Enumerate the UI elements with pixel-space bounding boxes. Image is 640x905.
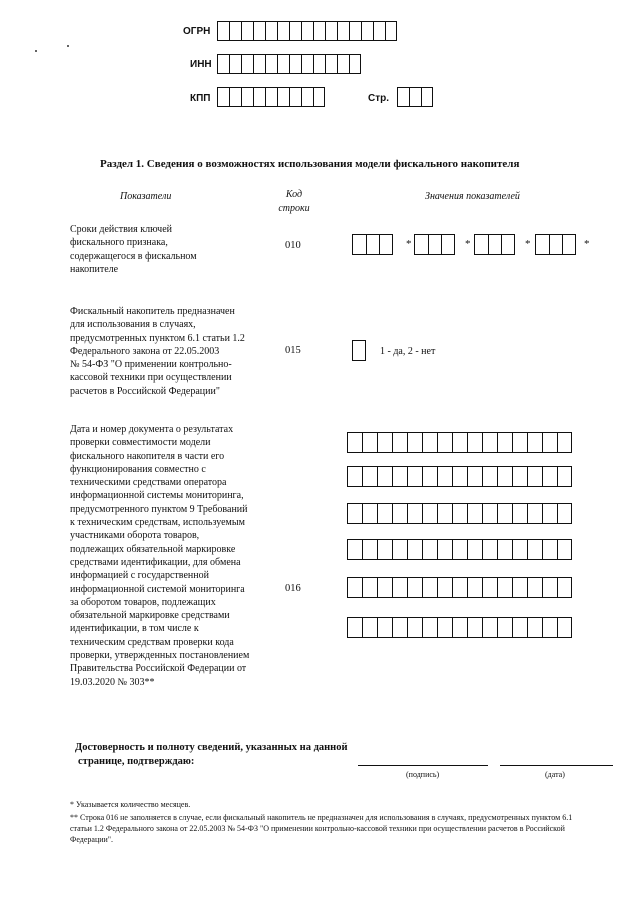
input-cell[interactable] xyxy=(557,539,572,560)
input-cell[interactable] xyxy=(241,21,253,41)
description-line: содержащегося в фискальном xyxy=(70,250,197,262)
column-header-code xyxy=(274,189,314,214)
scan-speck xyxy=(35,50,37,52)
input-cell[interactable] xyxy=(428,234,442,255)
input-cell[interactable] xyxy=(361,21,373,41)
footnote-2-line3: Федерации". xyxy=(70,835,114,844)
input-cell[interactable] xyxy=(474,234,488,255)
input-cell[interactable] xyxy=(277,21,289,41)
input-cell[interactable] xyxy=(377,503,392,524)
description-line: Фискальный накопитель предназначен xyxy=(70,306,235,317)
input-cell[interactable] xyxy=(557,466,572,487)
input-cell[interactable] xyxy=(289,87,301,107)
input-cell[interactable] xyxy=(497,503,512,524)
input-cell[interactable] xyxy=(452,503,467,524)
input-cell[interactable] xyxy=(347,466,362,487)
description-line: средствами идентификации, для обмена xyxy=(70,556,241,568)
date-line[interactable] xyxy=(500,765,613,766)
input-cell[interactable] xyxy=(265,87,277,107)
row-015-description xyxy=(70,305,245,398)
input-cell[interactable] xyxy=(313,54,325,74)
star-mark: * xyxy=(465,238,471,250)
input-cell[interactable] xyxy=(467,617,482,638)
input-cell[interactable] xyxy=(325,54,337,74)
input-cell[interactable] xyxy=(501,234,515,255)
page-number-cells[interactable] xyxy=(397,87,433,107)
footnote-2-line2: статьи 1.2 Федерального закона от 22.05.2003 № 54-ФЗ "О применении контрольно-кассовой техники при осуществлении расчетов в Российской xyxy=(70,824,565,833)
star-mark: * xyxy=(406,238,412,250)
input-cell[interactable] xyxy=(347,503,362,524)
input-cell[interactable] xyxy=(241,54,253,74)
input-cell[interactable] xyxy=(362,503,377,524)
description-line: идентификации, в том числе к xyxy=(70,623,199,635)
description-line: предусмотренных пунктом 6.1 статьи 1.2 xyxy=(70,332,245,344)
input-cell[interactable] xyxy=(557,577,572,598)
input-cell[interactable] xyxy=(497,577,512,598)
input-cell[interactable] xyxy=(347,539,362,560)
code-header-line2: строки xyxy=(278,203,310,214)
input-cell[interactable] xyxy=(229,54,241,74)
input-cell[interactable] xyxy=(542,503,557,524)
input-cell[interactable] xyxy=(482,466,497,487)
input-cell[interactable] xyxy=(512,577,527,598)
input-cell[interactable] xyxy=(377,432,392,453)
input-cell[interactable] xyxy=(277,87,289,107)
input-cell[interactable] xyxy=(277,54,289,74)
input-cell[interactable] xyxy=(392,432,407,453)
yes-no-cell[interactable] xyxy=(352,340,366,361)
input-cell[interactable] xyxy=(527,503,542,524)
description-line: фискального накопителя в части его xyxy=(70,450,225,462)
input-cell[interactable] xyxy=(347,432,362,453)
input-cell[interactable] xyxy=(422,503,437,524)
input-cell[interactable] xyxy=(512,432,527,453)
footnote-2 xyxy=(70,812,630,845)
kpp-label: КПП xyxy=(190,93,211,104)
input-cell[interactable] xyxy=(217,21,229,41)
description-line: кассовой техники при осуществлении xyxy=(70,372,232,384)
description-line: накопителе xyxy=(70,263,119,275)
input-cell[interactable] xyxy=(217,54,229,74)
confirmation-line1: Достоверность и полноту сведений, указанных на данной xyxy=(75,742,348,753)
input-cell[interactable] xyxy=(392,617,407,638)
input-cell[interactable] xyxy=(512,539,527,560)
input-cell[interactable] xyxy=(437,617,452,638)
key-term-cells-4[interactable] xyxy=(535,234,576,255)
description-line: участниками оборота товаров, xyxy=(70,530,200,542)
input-cell[interactable] xyxy=(377,539,392,560)
row-015-code: 015 xyxy=(285,345,301,356)
ogrn-cells[interactable] xyxy=(217,21,397,41)
input-cell[interactable] xyxy=(467,432,482,453)
input-cell[interactable] xyxy=(421,87,433,107)
input-cell[interactable] xyxy=(437,503,452,524)
scan-speck xyxy=(67,45,69,47)
confirmation-line2: странице, подтверждаю: xyxy=(78,756,195,767)
description-line: подлежащих обязательной маркировке xyxy=(70,543,236,555)
description-line: информацией с государственной xyxy=(70,570,209,582)
row-010-description xyxy=(70,223,197,276)
input-cell[interactable] xyxy=(542,617,557,638)
description-line: обязательной маркировке средствами xyxy=(70,610,230,622)
input-cell[interactable] xyxy=(497,539,512,560)
input-cell[interactable] xyxy=(379,234,393,255)
description-line: для использования в случаях, xyxy=(70,319,196,331)
input-cell[interactable] xyxy=(366,234,380,255)
signature-line[interactable] xyxy=(358,765,488,766)
input-cell[interactable] xyxy=(452,432,467,453)
description-line: предусмотренного пунктом 9 Требований xyxy=(70,503,248,515)
input-cell[interactable] xyxy=(289,21,301,41)
input-cell[interactable] xyxy=(397,87,409,107)
input-cell[interactable] xyxy=(377,466,392,487)
input-cell[interactable] xyxy=(349,54,361,74)
input-cell[interactable] xyxy=(392,577,407,598)
input-cell[interactable] xyxy=(452,617,467,638)
description-line: расчетов в Российской Федерации" xyxy=(70,385,220,397)
input-cell[interactable] xyxy=(497,432,512,453)
input-cell[interactable] xyxy=(414,234,428,255)
signature-caption: (подпись) xyxy=(406,770,440,779)
input-cell[interactable] xyxy=(452,577,467,598)
input-cell[interactable] xyxy=(385,21,397,41)
input-cell[interactable] xyxy=(422,617,437,638)
input-cell[interactable] xyxy=(557,432,572,453)
row-016-code: 016 xyxy=(285,583,301,594)
column-header-indicators: Показатели xyxy=(120,191,172,202)
input-cell[interactable] xyxy=(253,87,265,107)
document-cells-row[interactable] xyxy=(347,432,572,453)
input-cell[interactable] xyxy=(452,466,467,487)
kpp-cells[interactable] xyxy=(217,87,325,107)
input-cell[interactable] xyxy=(535,234,549,255)
star-mark: * xyxy=(525,238,531,250)
column-header-values: Значения показателей xyxy=(425,191,520,202)
description-line: Сроки действия ключей xyxy=(70,224,172,235)
input-cell[interactable] xyxy=(467,577,482,598)
input-cell[interactable] xyxy=(512,503,527,524)
input-cell[interactable] xyxy=(437,577,452,598)
inn-label: ИНН xyxy=(190,59,212,70)
input-cell[interactable] xyxy=(467,503,482,524)
input-cell[interactable] xyxy=(527,539,542,560)
input-cell[interactable] xyxy=(527,466,542,487)
input-cell[interactable] xyxy=(407,432,422,453)
key-term-cells-2[interactable] xyxy=(414,234,455,255)
row-010-code: 010 xyxy=(285,240,301,251)
yes-no-hint: 1 - да, 2 - нет xyxy=(380,346,436,357)
description-line: Федерального закона от 22.05.2003 xyxy=(70,345,220,357)
input-cell[interactable] xyxy=(337,21,349,41)
input-cell[interactable] xyxy=(313,87,325,107)
description-line: проверки совместимости модели xyxy=(70,437,211,449)
input-cell[interactable] xyxy=(337,54,349,74)
input-cell[interactable] xyxy=(542,432,557,453)
input-cell[interactable] xyxy=(482,617,497,638)
input-cell[interactable] xyxy=(392,466,407,487)
input-cell[interactable] xyxy=(253,54,265,74)
input-cell[interactable] xyxy=(362,432,377,453)
input-cell[interactable] xyxy=(441,234,455,255)
input-cell[interactable] xyxy=(325,21,337,41)
document-cells-row[interactable] xyxy=(347,539,572,560)
key-term-cells-1[interactable] xyxy=(352,234,393,255)
input-cell[interactable] xyxy=(562,234,576,255)
input-cell[interactable] xyxy=(352,340,366,361)
description-line: к техническим средствам, используемым xyxy=(70,517,245,529)
input-cell[interactable] xyxy=(362,539,377,560)
row-016-description xyxy=(70,423,249,689)
input-cell[interactable] xyxy=(392,539,407,560)
input-cell[interactable] xyxy=(542,577,557,598)
input-cell[interactable] xyxy=(265,21,277,41)
date-caption: (дата) xyxy=(545,770,565,779)
confirmation-text xyxy=(75,741,348,769)
input-cell[interactable] xyxy=(497,466,512,487)
star-mark: * xyxy=(584,238,590,250)
input-cell[interactable] xyxy=(362,617,377,638)
input-cell[interactable] xyxy=(422,539,437,560)
input-cell[interactable] xyxy=(482,503,497,524)
input-cell[interactable] xyxy=(437,432,452,453)
input-cell[interactable] xyxy=(527,577,542,598)
input-cell[interactable] xyxy=(392,503,407,524)
input-cell[interactable] xyxy=(313,21,325,41)
description-line: техническими средствами оператора xyxy=(70,477,227,489)
input-cell[interactable] xyxy=(482,432,497,453)
description-line: информационной системы мониторинга, xyxy=(70,490,244,502)
input-cell[interactable] xyxy=(542,539,557,560)
input-cell[interactable] xyxy=(301,87,313,107)
section-title: Раздел 1. Сведения о возможностях использования модели фискального накопителя xyxy=(100,158,520,170)
input-cell[interactable] xyxy=(542,466,557,487)
input-cell[interactable] xyxy=(467,466,482,487)
input-cell[interactable] xyxy=(512,466,527,487)
input-cell[interactable] xyxy=(407,617,422,638)
input-cell[interactable] xyxy=(557,503,572,524)
description-line: функционирования совместно с xyxy=(70,463,206,475)
input-cell[interactable] xyxy=(422,577,437,598)
description-line: Дата и номер документа о результатах xyxy=(70,424,234,435)
input-cell[interactable] xyxy=(452,539,467,560)
input-cell[interactable] xyxy=(497,617,512,638)
input-cell[interactable] xyxy=(407,539,422,560)
description-line: за оборотом товаров, подлежащих xyxy=(70,596,216,608)
input-cell[interactable] xyxy=(527,617,542,638)
description-line: 19.03.2020 № 303** xyxy=(70,676,155,688)
input-cell[interactable] xyxy=(241,87,253,107)
input-cell[interactable] xyxy=(407,503,422,524)
input-cell[interactable] xyxy=(527,432,542,453)
input-cell[interactable] xyxy=(362,577,377,598)
input-cell[interactable] xyxy=(217,87,229,107)
input-cell[interactable] xyxy=(512,617,527,638)
input-cell[interactable] xyxy=(229,21,241,41)
input-cell[interactable] xyxy=(409,87,421,107)
input-cell[interactable] xyxy=(347,617,362,638)
input-cell[interactable] xyxy=(253,21,265,41)
input-cell[interactable] xyxy=(482,539,497,560)
input-cell[interactable] xyxy=(407,577,422,598)
input-cell[interactable] xyxy=(422,432,437,453)
description-line: техническим средствам проверки кода xyxy=(70,636,234,648)
document-cells-row[interactable] xyxy=(347,577,572,598)
input-cell[interactable] xyxy=(549,234,563,255)
document-cells-row[interactable] xyxy=(347,617,572,638)
code-header-line1: Код xyxy=(285,189,303,200)
description-line: № 54-ФЗ "О применении контрольно- xyxy=(70,359,232,371)
inn-cells[interactable] xyxy=(217,54,361,74)
input-cell[interactable] xyxy=(352,234,366,255)
input-cell[interactable] xyxy=(377,577,392,598)
document-cells-row[interactable] xyxy=(347,466,572,487)
input-cell[interactable] xyxy=(482,577,497,598)
page-label: Стр. xyxy=(368,93,390,104)
description-line: Правительства Российской Федерации от xyxy=(70,663,247,675)
input-cell[interactable] xyxy=(377,617,392,638)
input-cell[interactable] xyxy=(362,466,377,487)
input-cell[interactable] xyxy=(467,539,482,560)
input-cell[interactable] xyxy=(265,54,277,74)
input-cell[interactable] xyxy=(373,21,385,41)
footnote-1: * Указывается количество месяцев. xyxy=(70,800,191,809)
footnote-2-line1: ** Строка 016 не заполняется в случае, если фискальный накопитель не предназначен для использования в случаях, предусмотренных пунктом 6.1 xyxy=(70,813,573,822)
input-cell[interactable] xyxy=(437,539,452,560)
ogrn-label: ОГРН xyxy=(183,26,211,37)
input-cell[interactable] xyxy=(349,21,361,41)
input-cell[interactable] xyxy=(301,21,313,41)
input-cell[interactable] xyxy=(437,466,452,487)
input-cell[interactable] xyxy=(407,466,422,487)
input-cell[interactable] xyxy=(229,87,241,107)
input-cell[interactable] xyxy=(557,617,572,638)
key-term-cells-3[interactable] xyxy=(474,234,515,255)
input-cell[interactable] xyxy=(347,577,362,598)
description-line: информационной системой мониторинга xyxy=(70,583,245,595)
input-cell[interactable] xyxy=(289,54,301,74)
document-cells-row[interactable] xyxy=(347,503,572,524)
input-cell[interactable] xyxy=(488,234,502,255)
description-line: фискального признака, xyxy=(70,237,168,249)
description-line: проверки, утвержденных постановлением xyxy=(70,650,250,662)
input-cell[interactable] xyxy=(301,54,313,74)
input-cell[interactable] xyxy=(422,466,437,487)
